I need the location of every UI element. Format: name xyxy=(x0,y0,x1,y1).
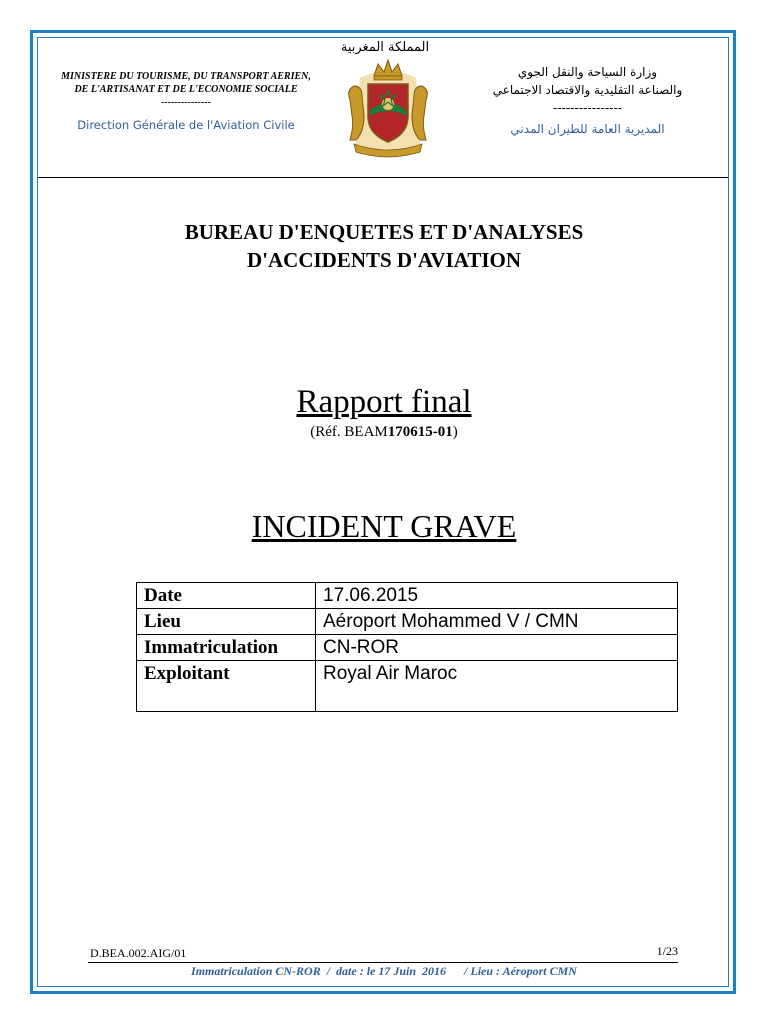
table-row xyxy=(137,583,678,609)
dgac-name-french: Direction Générale de l'Aviation Civile xyxy=(77,118,295,132)
ministry-fr-separator: --------------- xyxy=(161,97,211,108)
row-value-immatriculation: CN-ROR xyxy=(316,635,678,661)
footer-text: Immatriculation CN-ROR / date : le 17 Juin 2016 / Lieu : Aéroport CMN xyxy=(191,964,577,978)
ministry-ar-line-1: وزارة السياحة والنقل الجوي xyxy=(517,65,658,79)
ministry-fr-line-2: DE L'ARTISANAT ET DE L'ECONOMIE SOCIALE xyxy=(74,84,298,95)
incident-title: INCIDENT GRAVE xyxy=(251,508,517,544)
report-title: Rapport final xyxy=(296,384,472,420)
ref-suffix: ) xyxy=(452,424,458,440)
report-reference xyxy=(60,424,708,441)
row-label-immatriculation: Immatriculation xyxy=(137,635,316,661)
ministry-ar-separator: ---------------- xyxy=(552,101,623,115)
ministry-name-arabic xyxy=(470,63,705,117)
ref-code: 170615-01 xyxy=(387,424,453,440)
row-label-date: Date xyxy=(137,583,316,609)
kingdom-name-arabic: المملكة المغربية xyxy=(340,40,430,55)
ministry-fr-line-1: MINISTERE DU TOURISME, DU TRANSPORT AERIEN, xyxy=(61,71,311,82)
page-number: 1/23 xyxy=(656,944,678,958)
row-value-exploitant: Royal Air Maroc xyxy=(316,661,678,712)
table-row xyxy=(137,661,678,712)
incident-info-table xyxy=(136,582,678,712)
row-label-lieu: Lieu xyxy=(137,609,316,635)
row-value-lieu: Aéroport Mohammed V / CMN xyxy=(316,609,678,635)
bureau-title xyxy=(60,218,708,274)
bureau-title-line-1: BUREAU D'ENQUETES ET D'ANALYSES xyxy=(184,220,584,244)
header-divider xyxy=(38,177,728,178)
dgac-name-arabic: المديرية العامة للطيران المدني xyxy=(510,122,665,136)
ministry-ar-line-2: والصناعة التقليدية والاقتصاد الاجتماعي xyxy=(492,83,683,97)
table-row xyxy=(137,635,678,661)
moroccan-coat-of-arms-icon xyxy=(340,56,436,160)
row-label-exploitant: Exploitant xyxy=(137,661,316,712)
document-code: D.BEA.002.AIG/01 xyxy=(90,946,187,960)
row-value-date: 17.06.2015 xyxy=(316,583,678,609)
ref-prefix: (Réf. BEAM xyxy=(310,424,388,440)
table-row xyxy=(137,609,678,635)
footer-divider xyxy=(88,962,678,963)
bureau-title-line-2: D'ACCIDENTS D'AVIATION xyxy=(246,248,522,272)
ministry-name-french xyxy=(52,70,320,109)
